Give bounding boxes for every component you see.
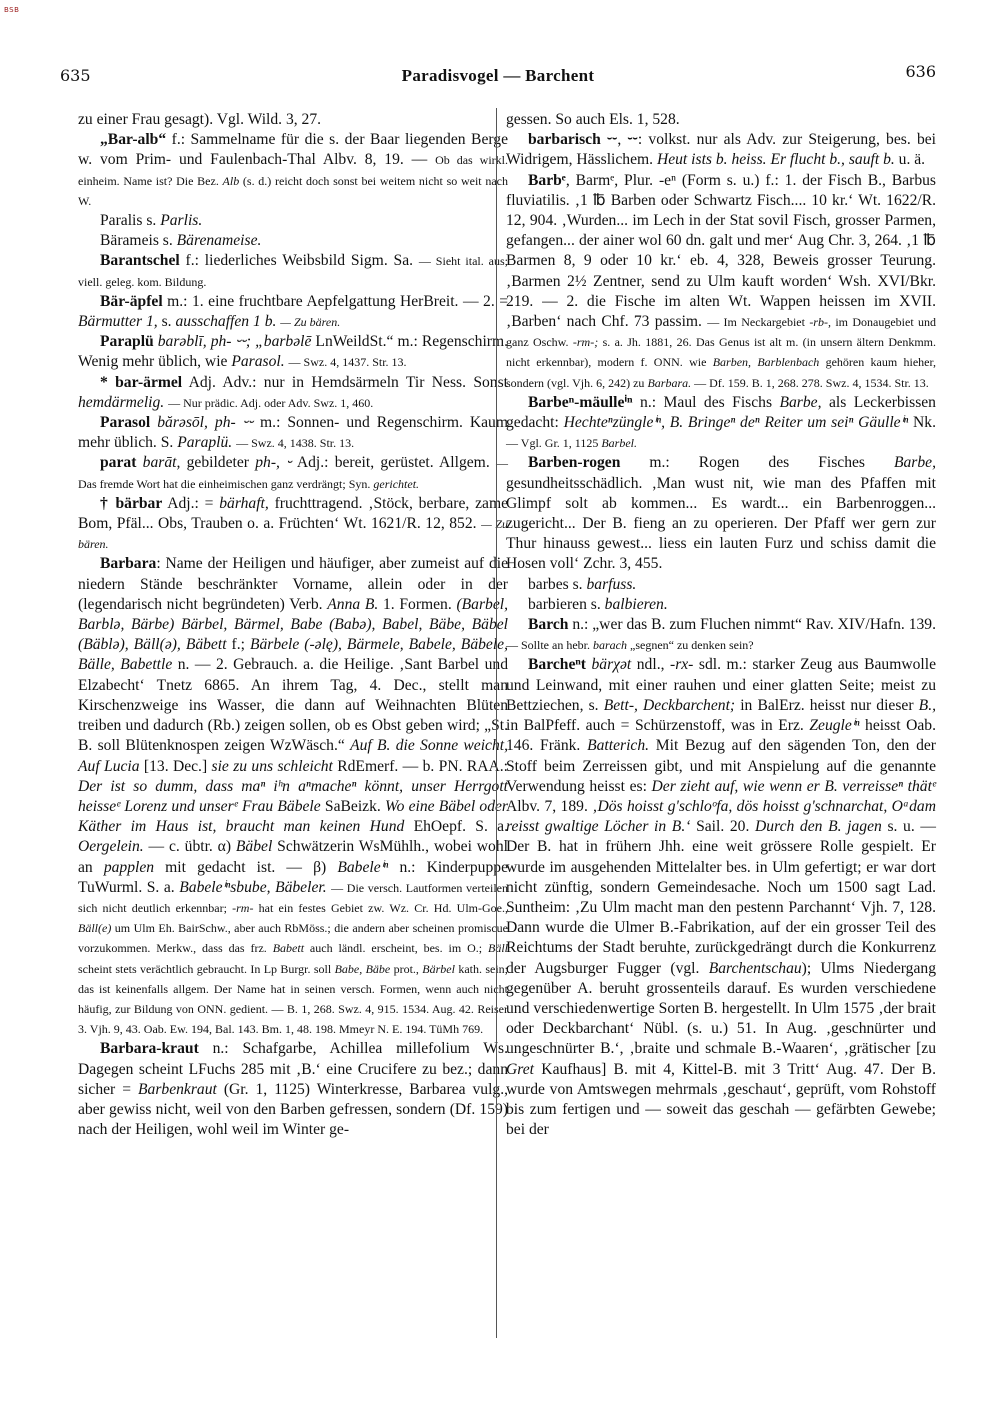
entry-text: zu einer Frau gesagt). Vgl. Wild. 3, 27. bbox=[78, 111, 322, 128]
entry-headword: parat bbox=[100, 454, 137, 472]
entry-text: Der zieht auf, wie wenn er B. verreisseⁿ thätᵉ bbox=[651, 777, 936, 795]
dictionary-entry bbox=[78, 251, 508, 291]
dictionary-entry bbox=[78, 292, 508, 332]
entry-headword: Bar bbox=[528, 656, 553, 674]
entry-text: Alb bbox=[222, 173, 240, 188]
entry-text: Babe, Bäbe bbox=[334, 961, 391, 976]
entry-text: Kaufhaus] B. mit 4, Kittel-B. mit 3 Tritt‘ Aug. 47. Der B. wurde von Amtswegen mehrmals ‚geschaut‘, geprüft, vom Rohstoff bis zum fertigen und — soweit das geschah — gefärbten Gewebe; bei der bbox=[506, 1060, 936, 1139]
entry-headword: Barbeⁿ-mäulleⁱⁿ bbox=[528, 393, 633, 411]
entry-text: gehören kaum hieher, sondern (vgl. Vjh. 6, 242) zu bbox=[506, 355, 937, 390]
entry-text: Durch den B. jagen bbox=[755, 818, 882, 836]
entry-text: , Barmᵉ, Plur. -eⁿ (Form s. u.) f.: 1. der Fisch B., Barbus fluviatilis. ‚1 ℔ Barben oder Schwartz Fisch.... 10 kr.‘ Wt. 1622/R. 12, 904. ‚Wurden... im Lech in der Stat sovil Fisch, grosser Parmen, gefangen... der ainer wol 60 dn. galt und mer‘ Aug Chr. 3, 264. ‚1 ℔ Barmen 8, 9 oder 10 kr.‘ eb. 4, 328, Beweis grosser Teurung. ‚Barmen 2½ Zentner, send zu Ulm kauft worden‘ Wsh. XVI/Bkr. 219. — 2. die Fische im alten Wt. Wappen heissen im XVII. ‚Barben‘ nach Chf. 73 passim. bbox=[506, 171, 936, 331]
entry-text: n.: Schafgarbe, Achillea millefolium Ws. Dagegen scheint LFuchs 285 mit ‚B.‘ eine Crucifere zu bez.; dann sicher = bbox=[78, 1040, 508, 1098]
entry-headword: „Bar-alb“ bbox=[100, 131, 167, 149]
entry-text: auch ländl. erscheint, bes. im O.; bbox=[304, 941, 488, 956]
entry-headword: † bärbar bbox=[100, 494, 163, 512]
entry-headword: Barbara-kraut bbox=[100, 1040, 199, 1058]
dictionary-entry bbox=[506, 615, 936, 655]
entry-text: fruchttragend. ‚Stöck, berbare, zame Bom, Pfäl... Obs, Trauben o. a. Früchten‘ Wt. 1621/R. 12, 852. bbox=[78, 494, 508, 533]
entry-headword: Barbara bbox=[100, 555, 157, 573]
entry-headword: Barch bbox=[528, 616, 569, 634]
entry-text: gesundheitsschädlich. ‚Man wust nit, wie man des Pfaffen mit Glimpf solt ab kommen... Es wardt... ein Barbenroggen... zugericht... Der B. fieng an zu operieren. Der Pfaff wer gern zur Thur hinauss gewest... liess ein lauten Furz und schiss damit die Hosen voll‘ Zchr. 3, 455. bbox=[506, 474, 936, 573]
entry-text: — Nur prädic. Adj. oder Adv. Swz. 1, 460. bbox=[168, 395, 374, 410]
entry-headword: Barbᵉ bbox=[528, 171, 566, 189]
entry-text: — Sieht ital. aus; viell. geleg. kom. Bildung. bbox=[78, 254, 508, 289]
running-title: Paradisvogel — Barchent bbox=[401, 66, 595, 85]
entry-text: — c. übtr. α) bbox=[143, 838, 236, 856]
library-stamp: BSB bbox=[4, 6, 20, 14]
entry-text: -rm- bbox=[232, 900, 254, 915]
entry-text: hemdärmelig. bbox=[78, 393, 165, 411]
entry-text: — Zu bären. bbox=[78, 517, 509, 552]
entry-text: (Barbel, Barblə, Bärbe) Bärbel, Bärmel, Babe (Babə), Babel, Bäbe, Bäbel (Bäblə), Bäll(ə), Bäbett bbox=[78, 595, 508, 654]
entry-text: Sail. 20. bbox=[690, 818, 756, 836]
dictionary-entry bbox=[506, 110, 936, 130]
entry-text: hat ein festes Gebiet zw. Wz. Cr. Hd. Ulm-Goe., bbox=[253, 900, 508, 915]
entry-text: m.: 1. eine fruchtbare Aepfelgattung HerBreit. — 2. = bbox=[162, 292, 508, 310]
entry-text: kath. sein; das ist keinenfalls allgem. Der Name hat in seinen versch. Formen, wenn auch nicht häufig, zur Bildung von ONN. gedient. — B. 1, 268. Swz. 4, 915. 1534. Aug. 42. Reiser 3. Vjh. 9, 43. Oab. Ew. 194, Bal. 143. Bm. 1, 48. 198. Mmeyr N. E. 194. TüMh 769. bbox=[78, 961, 509, 1037]
entry-text: Wo eine Bäbel oder Käther im Haus ist, braucht man keinen Hund bbox=[78, 797, 508, 836]
entry-text: Bäll(e) bbox=[78, 921, 112, 936]
dictionary-entry bbox=[506, 130, 936, 170]
entry-text: Barbenkraut bbox=[138, 1080, 217, 1098]
entry-text: n. — 2. Gebrauch. a. die Heilige. ‚Sant Barbel und Elzabecht‘ Tnetz 6865. An ihrem Tag, 4. Dec., stellt man Kirschenzweige ins Wasser, die dann auf Weihnachten Blüten treiben und dadurch (Rb.) zeigen sollen, ob es Obst geben wird; „St. B. soll Blütenknospen zeigen WzWäsch.“ bbox=[78, 656, 509, 755]
entry-text: Anna B. bbox=[327, 595, 379, 613]
entry-text: n.: Kinderpuppe TuWurml. S. a. bbox=[78, 858, 508, 896]
entry-text: Mit Bezug auf den sägenden Ton, den der Stoff beim Zerreissen gibt, und mit Anspielung auf die genannte Verwendung heisst es: bbox=[506, 737, 936, 795]
entry-text: Barben, Barblenbach bbox=[712, 355, 820, 370]
dictionary-entry bbox=[78, 130, 508, 211]
entry-text: n.: „wer das B. zum Fluchen nimmt“ Rav. XIV/Hafn. 139. bbox=[568, 616, 936, 634]
dictionary-entry bbox=[78, 413, 508, 453]
entry-text: Barbara. bbox=[647, 375, 692, 390]
entry-text: Bärbele (-əlę), Bärmele, Babele, Bäbele, Bälle, Babettle bbox=[78, 636, 508, 674]
entry-text: Albv. 7, 189. bbox=[506, 797, 593, 815]
entry-text: -rx- bbox=[670, 656, 694, 674]
entry-text: Barbe, bbox=[893, 454, 936, 472]
entry-text: barbieren s. bbox=[528, 595, 605, 613]
dictionary-entry bbox=[78, 211, 508, 231]
entry-text: [13. Dec.] bbox=[139, 757, 212, 775]
entry-text: bärχət bbox=[585, 656, 632, 674]
entry-text: Parlis. bbox=[160, 212, 203, 230]
entry-text: m.: Sonnen- und Regenschirm. Kaum mehr üblich. S. bbox=[78, 414, 508, 452]
left-column bbox=[78, 110, 508, 1140]
entry-text: ausschaffen 1 b. bbox=[175, 313, 277, 331]
entry-text: LnWeildSt.“ m.: Regenschirm. Wenig mehr üblich, wie bbox=[78, 333, 508, 371]
entry-text: heisst Oab. 146. Fränk. bbox=[506, 717, 936, 755]
entry-text: Bäbel bbox=[235, 838, 273, 856]
entry-text: ph-, ⏑ bbox=[255, 454, 292, 472]
entry-headword: Barben-rogen bbox=[528, 454, 621, 472]
entry-text: prot., bbox=[390, 961, 423, 976]
entry-text: — Die versch. Lautformen verteilen sich nicht deutlich erkennbar; bbox=[78, 880, 509, 915]
entry-text: gerichtet. bbox=[373, 476, 420, 491]
entry-text: Adj.: = bbox=[162, 494, 220, 512]
right-column bbox=[506, 110, 936, 1140]
entry-text: Barchentschau bbox=[708, 959, 802, 977]
entry-text: f.: Sammelname für die s. der Baar liegenden Berge w. vom Prim- und Faulenbach-Thal Albv. 8, 19. — bbox=[78, 131, 508, 169]
entry-text: — Sollte an hebr. bbox=[506, 638, 593, 653]
entry-text: s. a. Jh. 1881, 26. Das Genus ist alt m. (in unsern ältern Denkmm. nicht erkennbar), modern f. ONN. wie bbox=[506, 335, 936, 370]
entry-text: ⏑⏑, ⏑⏑: volkst. nur als Adv. zur Steigerung, bes. bei Widrigem, Hässlichem. bbox=[506, 131, 936, 169]
entry-text: Gret bbox=[506, 1060, 535, 1078]
entry-text: — Df. 159. B. 1, 268. 278. Swz. 4, 1534. Str. 13. bbox=[691, 375, 929, 390]
entry-text: in BalErz. heisst nur dieser bbox=[735, 696, 919, 714]
entry-headword: barbarisch bbox=[528, 131, 601, 149]
entry-text: Barbe, bbox=[779, 393, 822, 411]
entry-text: — Vgl. Gr. 1, 1125 bbox=[506, 436, 602, 451]
dictionary-entry bbox=[506, 575, 936, 595]
entry-text: Adj. Adv.: nur in Hemdsärmeln Tir Ness. Sonst bbox=[182, 373, 508, 391]
page-header bbox=[60, 62, 936, 92]
dictionary-entry bbox=[506, 393, 936, 454]
entry-text: B., bbox=[918, 696, 936, 714]
entry-text: Auf B. die Sonne weicht, Auf Lucia bbox=[78, 737, 509, 775]
entry-text: als Leckerbissen gedacht: bbox=[506, 393, 936, 432]
entry-text: — Das fremde Wort hat die einheimischen ganz verdrängt; Syn. bbox=[78, 456, 508, 491]
entry-headword: Bär-äpfel bbox=[100, 292, 163, 310]
entry-text: Barbel. bbox=[601, 436, 638, 451]
entry-text: barāt, bbox=[136, 454, 181, 472]
entry-text: Bärbel bbox=[422, 961, 455, 976]
dictionary-entry bbox=[78, 554, 508, 1039]
dictionary-entry bbox=[78, 1039, 508, 1140]
entry-headword: Paraplü bbox=[100, 333, 154, 351]
entry-text: bärhaft, bbox=[219, 494, 269, 512]
entry-text: sie zu uns schleicht bbox=[211, 757, 333, 775]
entry-text: 1. Formen. bbox=[378, 595, 457, 613]
entry-text: f.; bbox=[226, 636, 250, 654]
dictionary-entry bbox=[78, 231, 508, 251]
entry-text: -rm-; bbox=[572, 335, 599, 350]
dictionary-entry bbox=[506, 595, 936, 615]
dictionary-entry bbox=[78, 110, 508, 130]
dictionary-entry bbox=[78, 332, 508, 372]
entry-text: Bäll bbox=[488, 941, 508, 956]
entry-text: gessen. So auch Els. 1, 528. bbox=[506, 111, 680, 128]
entry-text: Babeleⁱⁿsbube, Bäbeler. bbox=[179, 878, 327, 896]
entry-text: Hechteⁿzüngleⁱⁿ, B. Bringeⁿ deⁿ Reiter um seiⁿ Gäulleⁱⁿ bbox=[563, 414, 909, 432]
entry-text: barəblī, ph- ⏑⏑; „barbəlē bbox=[153, 333, 312, 351]
entry-text: Batterich. bbox=[587, 737, 650, 755]
entry-text: — Swz. 4, 1438. Str. 13. bbox=[236, 436, 355, 451]
entry-text: Adj.: bereit, gerüstet. Allgem. bbox=[291, 454, 496, 472]
entry-text: (Gr. 1, 1125) Winterkresse, Barbarea vulg., aber gewiss nicht, weil von den Barben gefressen, sondern (Df. 159) nach der Heiligen, wohl weil im Winter ge- bbox=[78, 1080, 508, 1139]
dictionary-entry bbox=[506, 171, 936, 393]
entry-text: EhOepf. S. a. bbox=[404, 818, 508, 836]
entry-text: s. u. — Der B. hat in frühern Jhh. eine weit grössere Rolle gespielt. Er wurde im ausgehenden Mittelalter bes. in Ulm gefertigt; er war dort nicht zünftig, sondern Gemeindesache. Noch um 1500 sagt Lad. Suntheim: ‚Zu Ulm macht man den pestenn Parchannt‘ Vjh. 7, 128. Dann wurde die Ulmer B.-Fabrikation, auf der ein grosser Teil des Reichtums der Stadt beruhte, zurückgedrängt durch die Konkurrenz der Augsburger Fugger (vgl. bbox=[506, 818, 936, 977]
entry-text: Der ist so dumm, dass maⁿ iʰn aⁿmacheⁿ könnt, unser Herrgott heisseᵉ Lorenz und unserᵉ Frau Bäbele bbox=[78, 777, 508, 815]
entry-text: Parasol. bbox=[231, 353, 285, 371]
entry-text: im Donaugebiet und ganz Oschw. bbox=[506, 315, 937, 350]
entry-text: u. ä. bbox=[894, 151, 926, 169]
entry-text: sdl. m.: starker Zeug aus Baumwolle und Leinwand, mit einer rauhen und einer glatten Seite; meist zu Bettziechen, s. bbox=[506, 656, 936, 714]
entry-text: — Im Neckargebiet bbox=[707, 315, 810, 330]
entry-text: Heut ists b. heiss. Er flucht b., sauft b. bbox=[656, 151, 895, 169]
entry-text: scheint stets verächtlich gebraucht. In Lp Burgr. soll bbox=[78, 961, 335, 976]
entry-text: (s. d.) reicht doch sonst bei weitem nicht so weit nach W. bbox=[78, 173, 509, 208]
entry-text: barbes s. bbox=[528, 575, 587, 593]
entry-headword: Parasol bbox=[100, 414, 151, 432]
entry-text: Babeleⁱⁿ bbox=[337, 858, 389, 876]
dictionary-entry bbox=[506, 655, 936, 1140]
page-number-right: 636 bbox=[905, 62, 936, 81]
entry-text: Oergelein. bbox=[78, 838, 144, 856]
dictionary-entry bbox=[78, 373, 508, 413]
entry-text: ‚Dös hoisst g'schloᵒfa, dös hoisst g'schnarchat, Oᵃdam reisst gwaltige Löcher in B.‘ bbox=[506, 797, 936, 836]
entry-text: — Swz. 4, 1437. Str. 13. bbox=[288, 355, 407, 370]
entry-text: Bett-, Deckbarchent; bbox=[603, 696, 736, 714]
entry-text: — Zu bären. bbox=[280, 315, 341, 330]
entry-text: bărəsōl, ph- ⏑⏑ bbox=[150, 414, 254, 432]
dictionary-entry bbox=[506, 453, 936, 574]
entry-headword: * bar-ärmel bbox=[100, 373, 183, 391]
entry-text: m.: Rogen des Fisches bbox=[620, 454, 894, 472]
column-divider bbox=[496, 108, 497, 1338]
page-number-left: 635 bbox=[60, 66, 91, 85]
dictionary-entry bbox=[78, 494, 508, 555]
entry-text: um Ulm Eh. BairSchw., aber auch RbMöss.; die andern aber scheinen promiscue vorzukommen. Merkw., dass das frz. bbox=[78, 921, 508, 956]
entry-text: Bärameis s. bbox=[100, 232, 177, 250]
dictionary-entry bbox=[78, 453, 508, 493]
entry-text: -rb-, bbox=[809, 315, 831, 330]
entry-text: ndl., bbox=[631, 656, 670, 674]
entry-text: ); Ulms Niedergang gegenüber A. beruht grossenteils darauf. Es wurden verschiedene und verschiedenwertige Sorten B. hergestellt. In Ulm 1575 ‚der brait oder Deckbarchant‘ Nübl. (s. u.) 51. In Aug. ‚geschnürter und ungeschnürter B.‘, ‚braite und schmale B.-Waaren‘, ‚grätischer [zu bbox=[506, 959, 936, 1058]
entry-headword: cheⁿt bbox=[552, 656, 586, 674]
entry-headword: Barantschel bbox=[100, 252, 180, 270]
entry-text: Ob das wirkl. einheim. Name ist? Die Bez. bbox=[78, 153, 508, 188]
entry-text: Bärenameise. bbox=[176, 232, 262, 250]
entry-text: s. bbox=[157, 313, 176, 331]
entry-text: f.: liederliches Weibsbild Sigm. Sa. bbox=[179, 252, 419, 270]
entry-text: Zeugleⁱⁿ bbox=[809, 717, 860, 735]
entry-text: mit gedacht ist. — β) bbox=[154, 858, 338, 876]
entry-text: Paraplü. bbox=[177, 434, 233, 452]
entry-text: SaBeizk. bbox=[320, 797, 386, 815]
entry-text: : Name der Heiligen und häufiger, aber zumeist auf die niedern Stände beschränkter Vorname, allein oder in der (legendarisch nicht begründeten) Verb. bbox=[78, 555, 508, 613]
entry-text: Schwätzerin WsMühlh., wobei wohl an bbox=[78, 838, 508, 876]
entry-text: in BalPfeff. auch = Schürzenstoff, was in Erz. bbox=[506, 717, 810, 735]
entry-text: Nk. bbox=[908, 414, 937, 432]
entry-text: Paralis s. bbox=[100, 212, 161, 230]
entry-text: papplen bbox=[103, 858, 155, 876]
entry-text: n.: Maul des Fischs bbox=[632, 393, 780, 411]
entry-text: Babett bbox=[272, 941, 305, 956]
entry-text: gebildeter bbox=[180, 454, 256, 472]
entry-text: Bärmutter 1, bbox=[78, 313, 158, 331]
entry-text: RdEmerf. — b. PN. RAA.: bbox=[332, 757, 509, 775]
entry-text: barfuss. bbox=[586, 575, 637, 593]
entry-text: „segnen“ zu denken sein? bbox=[627, 638, 754, 653]
entry-text: barach bbox=[593, 638, 627, 653]
entry-text: balbieren. bbox=[604, 595, 668, 613]
